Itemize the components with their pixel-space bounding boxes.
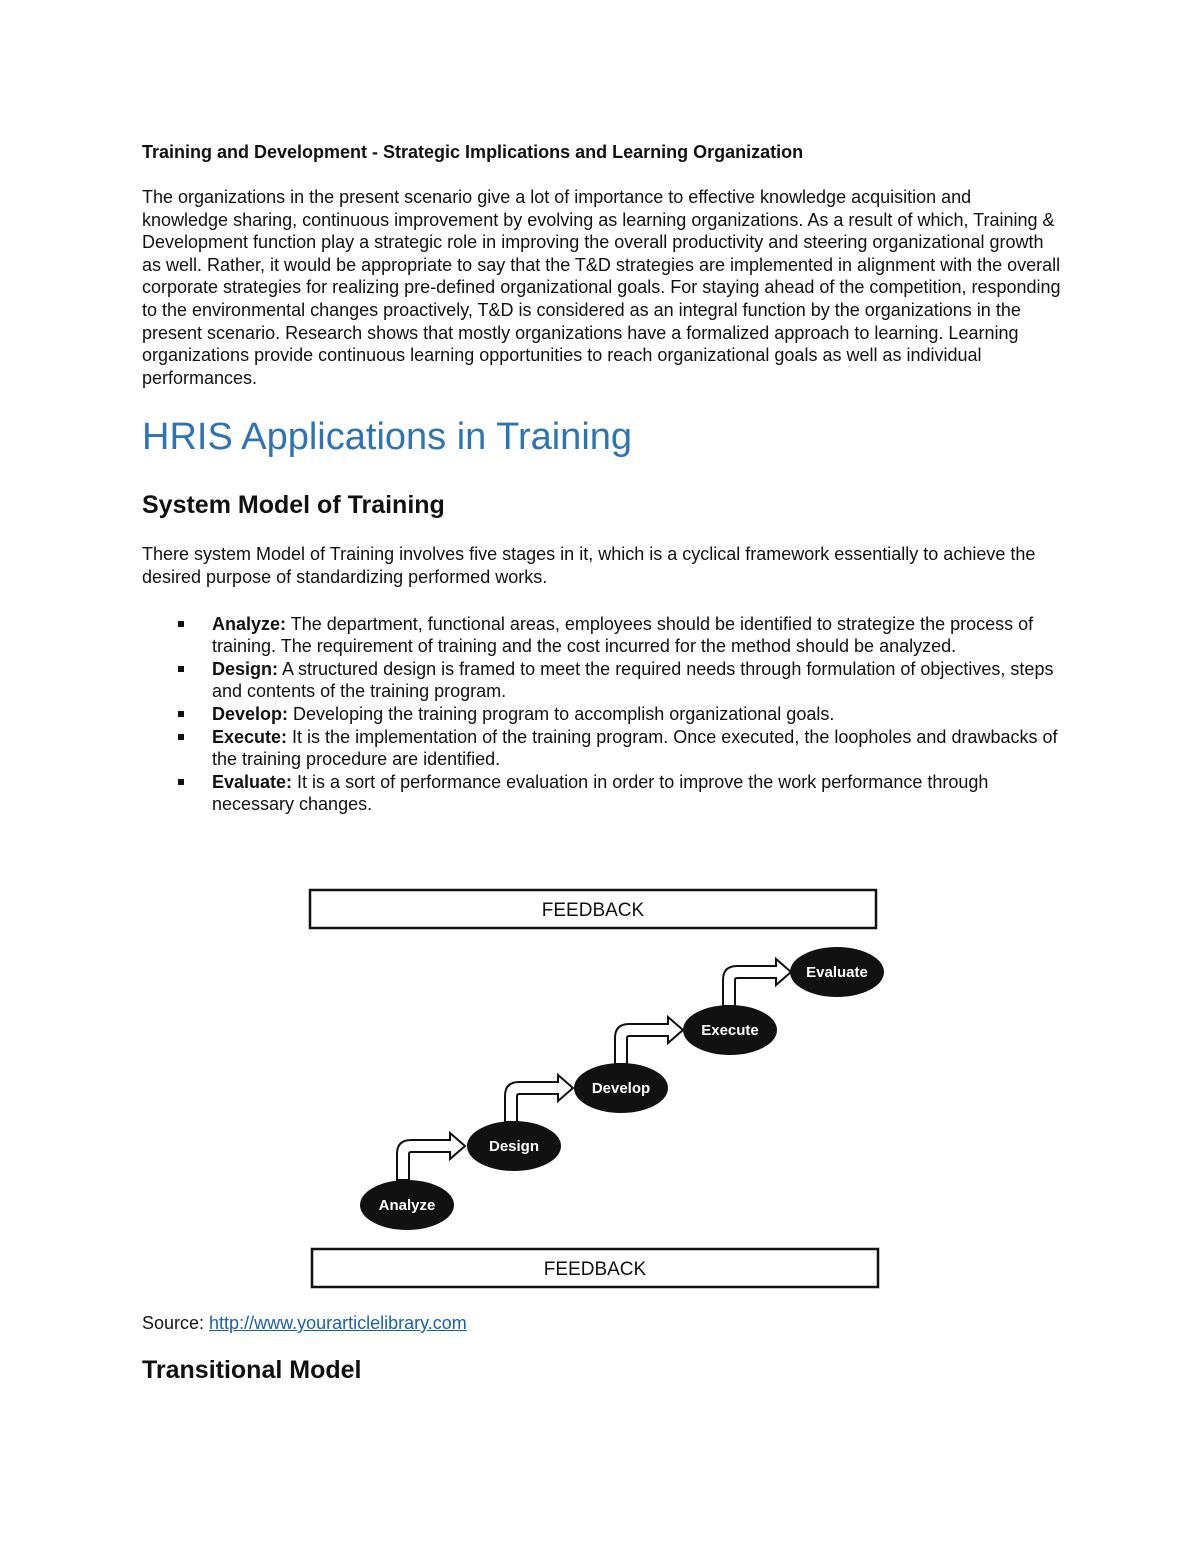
stage-term: Evaluate: — [212, 771, 293, 792]
heading-system-model: System Model of Training — [142, 491, 445, 520]
node-execute-label: Execute — [701, 1022, 759, 1039]
node-analyze-label: Analyze — [378, 1197, 436, 1214]
list-item — [142, 771, 1062, 816]
heading-hris: HRIS Applications in Training — [142, 416, 633, 459]
list-item — [142, 703, 1062, 726]
heading-transitional-model: Transitional Model — [142, 1356, 362, 1384]
arrow-icon — [397, 1133, 465, 1180]
stage-text: Developing the training program to accomplish organizational goals. — [288, 703, 835, 724]
system-model-diagram — [300, 872, 900, 1292]
feedback-bottom-label: FEEDBACK — [543, 1259, 647, 1280]
stage-term: Analyze: — [212, 613, 287, 634]
stage-text: A structured design is framed to meet the required needs through formulation of objectives, steps and contents of the training program. — [212, 658, 1054, 702]
list-item — [142, 658, 1062, 703]
list-item — [142, 726, 1062, 771]
node-evaluate-label: Evaluate — [806, 964, 868, 981]
source-link[interactable]: http://www.yourarticlelibrary.com — [209, 1313, 467, 1333]
arrow-icon — [615, 1017, 683, 1064]
stage-text: The department, functional areas, employees should be identified to strategize the process of training. The requirement of training and the cost incurred for the method should be analyzed. — [212, 613, 1034, 657]
arrow-icon — [723, 959, 791, 1006]
feedback-top-label: FEEDBACK — [541, 900, 645, 921]
section-title: Training and Development - Strategic Implications and Learning Organization — [142, 142, 804, 162]
node-develop-label: Develop — [591, 1080, 651, 1097]
square-bullet-icon — [178, 711, 184, 717]
source-label: Source: — [142, 1313, 210, 1333]
stage-text: It is the implementation of the training program. Once executed, the loopholes and drawbacks of the training procedure are identified. — [212, 726, 1058, 770]
square-bullet-icon — [178, 621, 184, 627]
stage-term: Execute: — [212, 726, 288, 747]
document-body — [142, 140, 1062, 816]
stages-list — [142, 613, 1062, 816]
list-item — [142, 613, 1062, 658]
node-design-label: Design — [488, 1138, 540, 1155]
stage-term: Develop: — [212, 703, 289, 724]
intro-paragraph: The organizations in the present scenario give a lot of importance to effective knowledge acquisition and knowledge sharing, continuous improvement by evolving as learning organizations. As a result of which, Training & Development function play a strategic role in improving the overall productivity and steering organizational growth as well. Rather, it would be appropriate to say that the T&D strategies are implemented in alignment with the overall corporate strategies for realizing pre-defined organizational goals. For staying ahead of the competition, responding to the environmental changes proactively, T&D is considered as an integral function by the organizations in the present scenario. Research shows that mostly organizations have a formalized approach to learning. Learning organizations provide continuous learning opportunities to reach organizational goals as well as individual performances. — [142, 187, 1061, 388]
stage-term: Design: — [212, 658, 279, 679]
arrow-icon — [505, 1075, 573, 1122]
stage-text: It is a sort of performance evaluation in order to improve the work performance through necessary changes. — [212, 771, 989, 815]
source-line — [142, 1313, 467, 1334]
square-bullet-icon — [178, 734, 184, 740]
square-bullet-icon — [178, 779, 184, 785]
system-model-intro: There system Model of Training involves five stages in it, which is a cyclical framework essentially to achieve the desired purpose of standardizing performed works. — [142, 544, 1036, 587]
square-bullet-icon — [178, 666, 184, 672]
